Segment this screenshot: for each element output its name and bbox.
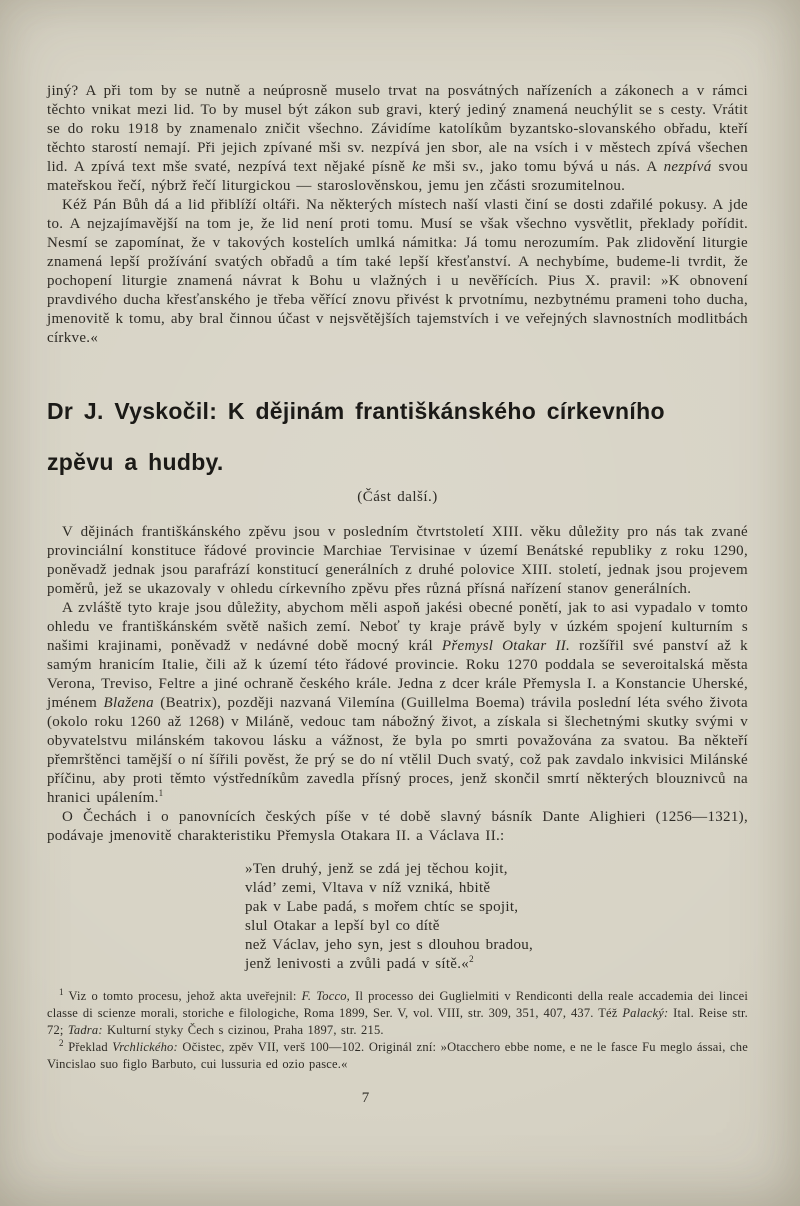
text-run: Ital. Reise str. 72; bbox=[47, 1006, 748, 1037]
footnote-ref: 1 bbox=[59, 986, 64, 997]
text-run: nezpívá bbox=[663, 159, 712, 175]
footnote-1 bbox=[47, 988, 748, 1039]
text-run: slul Otakar a lepší byl co dítě bbox=[245, 918, 440, 934]
footnote-2 bbox=[47, 1039, 748, 1073]
poem-line bbox=[245, 917, 748, 936]
text-run: Kulturní styky Čech s cizinou, Praha 1897, str. 215. bbox=[102, 1023, 384, 1037]
text-run: svou mateřskou řečí, nýbrž řečí liturgickou — staroslověnskou, jemu jen zčásti srozumitelnou. bbox=[47, 159, 748, 194]
text-run: Překlad bbox=[63, 1040, 113, 1054]
text-run: Vrchlického: bbox=[112, 1040, 178, 1054]
poem-line bbox=[245, 898, 748, 917]
article-paragraph-2 bbox=[47, 599, 748, 808]
article-heading: Dr J. Vyskočil: K dějinám františkánského církevního zpěvu a hudby. bbox=[47, 398, 665, 475]
text-run: (Beatrix), později nazvaná Vilemína (Guillelma Boema) trávila poslední léta svého života (okolo roku 1260 až 1268) v Miláně, vedouc tam nábožný život, a získala si šlechetnými skutky svými v obyvatelstvu milánském takovou lásku a vážnost, že byla po smrti považována za svatou. Ba někteří přemrštěnci tamější o ní šířili pověst, že prý se do ní vtělil Duch svatý, což pak zavdalo inkvisici Milánské příčinu, aby proti těmto výstředníkům zavedla přísný proces, jenž skončil smrtí některých blouznivců na hranici upálením. bbox=[47, 695, 748, 806]
text-run: mši sv., jako tomu bývá u nás. A bbox=[426, 159, 664, 175]
article-paragraph-1 bbox=[47, 523, 748, 599]
text-run: Il processo dei Guglielmiti v Rendiconti della reale accademia dei lincei classe di scienze morali, storiche e filologiche, Roma 1899, Ser. V, vol. VIII, str. 309, 351, 407, 437. Též bbox=[47, 989, 749, 1020]
text-run: Očistec, zpěv VII, verš 100—102. Originál zní: »Otacchero ebbe nome, e ne le fasce Fu meglo ássai, che Vincislao suo figlo Barbuto, cui lussuria ed ozio pasce.« bbox=[47, 1040, 749, 1071]
intro-paragraph-2 bbox=[47, 196, 748, 348]
poem-block bbox=[245, 860, 748, 974]
text-run: A zvláště tyto kraje jsou důležity, abychom měli aspoň jakési obecné ponětí, jak to asi vypadalo v tomto ohledu ve františkánském světě našich zemí. Neboť ty kraje právě byly v úzkém spojení kulturním s našimi krajinami, poněvadž v nedávné době mocný král bbox=[47, 600, 748, 654]
article-subheading: (Část další.) bbox=[357, 489, 438, 505]
text-run: Viz o tomto procesu, jehož akta uveřejnil: bbox=[63, 989, 302, 1003]
text-run: Přemysl Otakar II. bbox=[441, 638, 571, 654]
text-run: O Čechách i o panovnících českých píše v té době slavný básník Dante Alighieri (1256—1321), podávaje jmenovitě charakteristiku Přemysla Otakara II. a Václava II.: bbox=[47, 809, 748, 844]
text-run: Kéž Pán Bůh dá a lid přiblíží oltáři. Na některých místech naší vlasti činí se dosti zdařilé pokusy. A jde to. A nejzajímavější na tom je, že lid není proti tomu. Musí se však všechno vysvětlit, překlady pořídit. Nesmí se zapomínat, že v takových kostelích umlká námitka: Já tomu nerozumím. Pak zlidovění liturgie znamená lepší prožívání svatých obřadů a tím také lepší křesťanství. A nechybíme, budeme-li tvrdit, že pochopení liturgie znamená návrat k Bohu u vlažných i u nevěřících. Pius X. pravil: »K obnovení pravdivého ducha křesťanského je třeba věřící znovu přivést k prvotnímu, nezbytnému prameni toho ducha, jmenovitě k tomu, aby bral činnou účast v nejsvětějších tajemstvích i ve veřejných slavnostních modlitbách církve.« bbox=[47, 197, 748, 346]
footnote-ref: 2 bbox=[59, 1037, 64, 1048]
text-run: Palacký: bbox=[622, 1006, 669, 1020]
text-run: pak v Labe padá, s mořem chtíc se spojit, bbox=[245, 899, 519, 915]
text-run: ke bbox=[412, 159, 427, 175]
article-paragraph-3 bbox=[47, 808, 748, 846]
text-run: Tadra: bbox=[67, 1023, 103, 1037]
text-run: V dějinách františkánského zpěvu jsou v posledním čtvrtstoletí XIII. věku důležity pro nás tak zvané provinciální konstituce řádové provincie Marchiae Tervisinae v území Benátské republiky z roku 1290, poněvadž jednak jsou parafrází konstitucí generálních z druhé polovice XIII. století, jednak jsou projevem poměrů, jež se ukazovaly v ohledu církevního zpěvu přes různá přísná nařízení stanov generálních. bbox=[47, 524, 748, 597]
article-body bbox=[47, 523, 748, 846]
footnotes-block bbox=[47, 988, 748, 1073]
text-run: F. Tocco, bbox=[301, 989, 351, 1003]
footnote-ref: 2 bbox=[469, 954, 474, 964]
intro-section bbox=[47, 82, 748, 348]
text-run: »Ten druhý, jenž se zdá jej těchou kojit, bbox=[245, 861, 508, 877]
poem-line bbox=[245, 879, 748, 898]
text-run: vlád’ zemi, Vltava v níž vzniká, hbitě bbox=[245, 880, 491, 896]
text-run: jiný? A při tom by se nutně a neúprosně muselo trvat na posvátných nařízeních a zákonech a v rámci těchto vnikat mezi lid. To by musel být zákon sub gravi, který jediný znamená neuchýlit se s cesty. Vrátit se do roku 1918 by znamenalo zničit všechno. Závidíme katolíkům byzantsko-slovanského obřadu, kteří těchto starostí nemají. Při jejich zpívané mši sv. nezpívá jen sbor, ale na vsích i v městech zpívá všechen lid. A zpívá text mše svaté, nezpívá text nějaké písně bbox=[47, 83, 748, 175]
text-run: rozšířil své panství až k samým hranicím Italie, čili až k území této řádové provincie. Roku 1270 poddala se severoitalská města Verona, Treviso, Feltre a jiné ochraně českého krále. Jedna z dcer krále Přemysla I. a Konstancie Uherské, jménem bbox=[47, 638, 748, 711]
text-run: než Václav, jeho syn, jest s dlouhou bradou, bbox=[245, 937, 534, 953]
poem-line bbox=[245, 860, 748, 879]
poem-line bbox=[245, 955, 748, 974]
article-section bbox=[47, 386, 748, 1073]
text-run: jenž lenivosti a zvůli padá v sítě.« bbox=[245, 956, 470, 972]
text-run: Blažena bbox=[103, 695, 154, 711]
page-number: 7 bbox=[361, 1090, 370, 1106]
poem-line bbox=[245, 936, 748, 955]
footnote-ref: 1 bbox=[158, 788, 164, 798]
intro-paragraph-1 bbox=[47, 82, 748, 196]
